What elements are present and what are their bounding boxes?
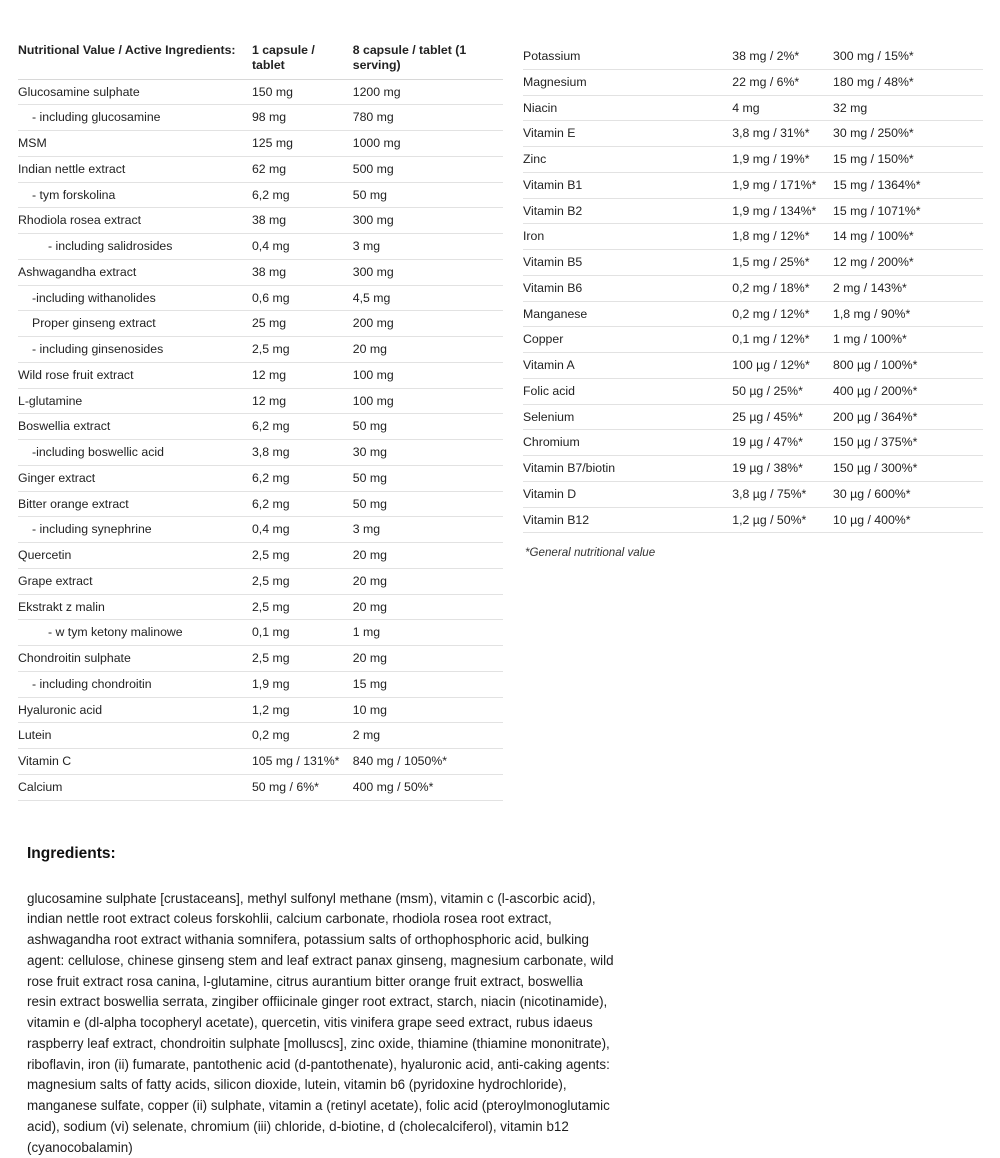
- row-per-capsule: 0,2 mg / 12%*: [732, 301, 833, 327]
- table-row: [18, 259, 503, 285]
- row-name: Vitamin B12: [523, 507, 732, 533]
- row-per-capsule: 38 mg: [252, 259, 353, 285]
- row-per-serving: 100 mg: [353, 388, 503, 414]
- table-row: [523, 95, 983, 121]
- active-ingredients-table: [18, 38, 503, 801]
- table-row: [18, 105, 503, 131]
- row-per-capsule: 6,2 mg: [252, 414, 353, 440]
- row-per-capsule: 3,8 mg: [252, 440, 353, 466]
- row-per-serving: 300 mg: [353, 208, 503, 234]
- row-per-serving: 840 mg / 1050%*: [353, 749, 503, 775]
- row-per-capsule: 0,6 mg: [252, 285, 353, 311]
- table-row: [523, 301, 983, 327]
- row-per-capsule: 1,9 mg: [252, 671, 353, 697]
- row-name: - including chondroitin: [18, 671, 252, 697]
- row-per-capsule: 1,9 mg / 19%*: [732, 147, 833, 173]
- table-row: [18, 491, 503, 517]
- row-per-capsule: 3,8 µg / 75%*: [732, 481, 833, 507]
- table-row: [18, 234, 503, 260]
- row-per-serving: 14 mg / 100%*: [833, 224, 983, 250]
- row-name: Lutein: [18, 723, 252, 749]
- row-name: Vitamin A: [523, 353, 732, 379]
- row-per-serving: 300 mg / 15%*: [833, 44, 983, 69]
- row-name: Wild rose fruit extract: [18, 362, 252, 388]
- row-name: L-glutamine: [18, 388, 252, 414]
- row-per-capsule: 2,5 mg: [252, 337, 353, 363]
- row-per-capsule: 19 µg / 47%*: [732, 430, 833, 456]
- table-row: [18, 79, 503, 105]
- row-per-serving: 3 mg: [353, 517, 503, 543]
- row-per-capsule: 1,5 mg / 25%*: [732, 250, 833, 276]
- table-row: [18, 388, 503, 414]
- table-row: [18, 156, 503, 182]
- row-per-serving: 15 mg / 1364%*: [833, 172, 983, 198]
- row-name: Folic acid: [523, 378, 732, 404]
- row-name: Vitamin B2: [523, 198, 732, 224]
- row-per-serving: 20 mg: [353, 337, 503, 363]
- footnote: *General nutritional value: [523, 546, 983, 559]
- row-per-serving: 3 mg: [353, 234, 503, 260]
- row-name: Vitamin C: [18, 749, 252, 775]
- row-per-serving: 400 mg / 50%*: [353, 774, 503, 800]
- row-per-capsule: 0,4 mg: [252, 517, 353, 543]
- row-per-capsule: 1,9 mg / 134%*: [732, 198, 833, 224]
- table-row: [523, 404, 983, 430]
- row-name: - including glucosamine: [18, 105, 252, 131]
- row-per-serving: 30 mg / 250%*: [833, 121, 983, 147]
- row-name: Magnesium: [523, 69, 732, 95]
- table-row: [18, 131, 503, 157]
- row-per-serving: 15 mg / 150%*: [833, 147, 983, 173]
- row-per-serving: 180 mg / 48%*: [833, 69, 983, 95]
- row-per-serving: 1 mg / 100%*: [833, 327, 983, 353]
- row-per-capsule: 0,4 mg: [252, 234, 353, 260]
- row-per-serving: 100 mg: [353, 362, 503, 388]
- row-per-serving: 50 mg: [353, 182, 503, 208]
- row-name: Vitamin B5: [523, 250, 732, 276]
- row-per-serving: 20 mg: [353, 568, 503, 594]
- row-per-serving: 780 mg: [353, 105, 503, 131]
- row-per-capsule: 125 mg: [252, 131, 353, 157]
- row-per-serving: 200 mg: [353, 311, 503, 337]
- table-row: [523, 481, 983, 507]
- row-per-capsule: 22 mg / 6%*: [732, 69, 833, 95]
- table-body: [18, 79, 503, 800]
- row-per-capsule: 150 mg: [252, 79, 353, 105]
- row-name: Ginger extract: [18, 465, 252, 491]
- row-per-capsule: 62 mg: [252, 156, 353, 182]
- row-name: Rhodiola rosea extract: [18, 208, 252, 234]
- table-row: [523, 430, 983, 456]
- row-name: Vitamin B1: [523, 172, 732, 198]
- table-row: [523, 224, 983, 250]
- row-per-serving: 150 µg / 375%*: [833, 430, 983, 456]
- row-per-serving: 20 mg: [353, 594, 503, 620]
- row-name: Chromium: [523, 430, 732, 456]
- row-per-capsule: 1,2 µg / 50%*: [732, 507, 833, 533]
- row-per-capsule: 2,5 mg: [252, 568, 353, 594]
- row-per-capsule: 6,2 mg: [252, 182, 353, 208]
- table-row: [18, 182, 503, 208]
- row-per-serving: 800 µg / 100%*: [833, 353, 983, 379]
- row-per-serving: 50 mg: [353, 491, 503, 517]
- row-per-capsule: 12 mg: [252, 388, 353, 414]
- row-per-serving: 12 mg / 200%*: [833, 250, 983, 276]
- row-name: Hyaluronic acid: [18, 697, 252, 723]
- row-per-serving: 50 mg: [353, 465, 503, 491]
- column-header-name: Nutritional Value / Active Ingredients:: [18, 38, 252, 79]
- row-per-serving: 10 µg / 400%*: [833, 507, 983, 533]
- row-per-serving: 400 µg / 200%*: [833, 378, 983, 404]
- row-per-serving: 1200 mg: [353, 79, 503, 105]
- row-per-capsule: 25 µg / 45%*: [732, 404, 833, 430]
- table-row: [18, 285, 503, 311]
- row-per-serving: 15 mg / 1071%*: [833, 198, 983, 224]
- row-per-serving: 20 mg: [353, 543, 503, 569]
- table-row: [18, 465, 503, 491]
- row-per-capsule: 38 mg / 2%*: [732, 44, 833, 69]
- row-per-serving: 30 µg / 600%*: [833, 481, 983, 507]
- row-per-capsule: 1,2 mg: [252, 697, 353, 723]
- table-row: [18, 620, 503, 646]
- row-per-serving: 500 mg: [353, 156, 503, 182]
- nutrition-tables: [18, 38, 972, 801]
- row-name: Copper: [523, 327, 732, 353]
- table-row: [18, 414, 503, 440]
- row-name: Ekstrakt z malin: [18, 594, 252, 620]
- table-row: [18, 517, 503, 543]
- row-per-capsule: 2,5 mg: [252, 594, 353, 620]
- row-per-serving: 1000 mg: [353, 131, 503, 157]
- table-row: [18, 697, 503, 723]
- row-name: Chondroitin sulphate: [18, 646, 252, 672]
- row-name: Potassium: [523, 44, 732, 69]
- row-name: - w tym ketony malinowe: [18, 620, 252, 646]
- table-row: [18, 440, 503, 466]
- table-row: [18, 671, 503, 697]
- table-row: [18, 362, 503, 388]
- row-per-capsule: 98 mg: [252, 105, 353, 131]
- row-per-serving: 200 µg / 364%*: [833, 404, 983, 430]
- row-name: Vitamin B7/biotin: [523, 456, 732, 482]
- row-per-serving: 150 µg / 300%*: [833, 456, 983, 482]
- row-per-capsule: 3,8 mg / 31%*: [732, 121, 833, 147]
- ingredients-heading: Ingredients:: [27, 845, 972, 863]
- row-per-serving: 50 mg: [353, 414, 503, 440]
- row-per-serving: 15 mg: [353, 671, 503, 697]
- row-name: - tym forskolina: [18, 182, 252, 208]
- table-row: [523, 147, 983, 173]
- row-per-capsule: 4 mg: [732, 95, 833, 121]
- row-per-serving: 1,8 mg / 90%*: [833, 301, 983, 327]
- row-name: Calcium: [18, 774, 252, 800]
- row-per-capsule: 6,2 mg: [252, 491, 353, 517]
- row-name: - including synephrine: [18, 517, 252, 543]
- row-per-capsule: 105 mg / 131%*: [252, 749, 353, 775]
- row-per-capsule: 0,2 mg / 18%*: [732, 275, 833, 301]
- row-name: MSM: [18, 131, 252, 157]
- column-header-per-serving: 8 capsule / tablet (1 serving): [353, 38, 503, 79]
- row-name: Glucosamine sulphate: [18, 79, 252, 105]
- row-per-serving: 30 mg: [353, 440, 503, 466]
- row-per-serving: 300 mg: [353, 259, 503, 285]
- row-per-serving: 2 mg / 143%*: [833, 275, 983, 301]
- table-row: [523, 198, 983, 224]
- row-per-capsule: 12 mg: [252, 362, 353, 388]
- table-row: [523, 69, 983, 95]
- ingredients-text: glucosamine sulphate [crustaceans], methyl sulfonyl methane (msm), vitamin c (l-ascorbic acid), indian nettle root extract coleus forskohlii, calcium carbonate, rhodiola rosea root extract, ashwagandha root extract withania somnifera, potassium salts of orthophosphoric acid, bulking agent: cellulose, chinese ginseng stem and leaf extract panax ginseng, magnesium carbonate, wild rose fruit extract rosa canina, l-glutamine, citrus aurantium bitter orange fruit extract, boswellia resin extract boswellia serrata, zingiber offiicinale ginger root extract, starch, niacin (nicotinamide), vitamin e (dl-alpha tocopheryl acetate), quercetin, vitis vinifera grape seed extract, rubus idaeus raspberry leaf extract, chondroitin sulphate [molluscs], zinc oxide, thiamine (thiamine mononitrate), riboflavin, iron (ii) fumarate, pantothenic acid (d-pantothenate), hyaluronic acid, anti-caking agents: magnesium salts of fatty acids, silicon dioxide, lutein, vitamin b6 (pyridoxine hydrochloride), manganese sulfate, copper (ii) sulphate, vitamin a (retinyl acetate), folic acid (pteroylmonoglutamic acid), sodium (vi) selenate, chromium (iii) chloride, d-biotine, d (cholecalciferol), vitamin b12 (cyanocobalamin): [27, 889, 615, 1158]
- table-row: [18, 337, 503, 363]
- row-name: Iron: [523, 224, 732, 250]
- vitamins-minerals-table: [523, 44, 983, 533]
- row-name: Quercetin: [18, 543, 252, 569]
- row-per-serving: 32 mg: [833, 95, 983, 121]
- row-per-capsule: 25 mg: [252, 311, 353, 337]
- row-name: Vitamin E: [523, 121, 732, 147]
- row-per-capsule: 38 mg: [252, 208, 353, 234]
- row-name: - including ginsenosides: [18, 337, 252, 363]
- row-per-capsule: 0,1 mg: [252, 620, 353, 646]
- row-per-capsule: 1,9 mg / 171%*: [732, 172, 833, 198]
- row-per-capsule: 50 mg / 6%*: [252, 774, 353, 800]
- column-header-per-capsule: 1 capsule / tablet: [252, 38, 353, 79]
- row-name: Selenium: [523, 404, 732, 430]
- row-name: -including withanolides: [18, 285, 252, 311]
- row-name: Vitamin D: [523, 481, 732, 507]
- table-row: [18, 594, 503, 620]
- table-row: [523, 353, 983, 379]
- row-per-capsule: 0,1 mg / 12%*: [732, 327, 833, 353]
- table-row: [523, 250, 983, 276]
- row-name: Grape extract: [18, 568, 252, 594]
- row-name: Niacin: [523, 95, 732, 121]
- row-name: Vitamin B6: [523, 275, 732, 301]
- row-per-serving: 1 mg: [353, 620, 503, 646]
- row-name: Ashwagandha extract: [18, 259, 252, 285]
- table-row: [523, 275, 983, 301]
- nutrition-table-left-column: [18, 38, 503, 801]
- row-per-capsule: 1,8 mg / 12%*: [732, 224, 833, 250]
- table-row: [523, 327, 983, 353]
- row-name: Manganese: [523, 301, 732, 327]
- row-per-capsule: 50 µg / 25%*: [732, 378, 833, 404]
- table-row: [523, 456, 983, 482]
- row-per-capsule: 6,2 mg: [252, 465, 353, 491]
- row-name: - including salidrosides: [18, 234, 252, 260]
- row-per-capsule: 2,5 mg: [252, 543, 353, 569]
- row-per-capsule: 0,2 mg: [252, 723, 353, 749]
- nutrition-table-right-column: [523, 38, 983, 559]
- row-name: Boswellia extract: [18, 414, 252, 440]
- table-row: [523, 507, 983, 533]
- table-row: [18, 749, 503, 775]
- table-row: [18, 311, 503, 337]
- table-row: [523, 121, 983, 147]
- row-name: Proper ginseng extract: [18, 311, 252, 337]
- table-row: [523, 44, 983, 69]
- row-per-capsule: 100 µg / 12%*: [732, 353, 833, 379]
- row-per-capsule: 19 µg / 38%*: [732, 456, 833, 482]
- row-per-serving: 20 mg: [353, 646, 503, 672]
- table-row: [18, 543, 503, 569]
- table-row: [18, 208, 503, 234]
- row-per-serving: 2 mg: [353, 723, 503, 749]
- row-name: Indian nettle extract: [18, 156, 252, 182]
- row-per-serving: 4,5 mg: [353, 285, 503, 311]
- row-name: Bitter orange extract: [18, 491, 252, 517]
- row-name: Zinc: [523, 147, 732, 173]
- table-row: [523, 172, 983, 198]
- table-row: [18, 774, 503, 800]
- table-header: [18, 38, 503, 79]
- table-row: [18, 646, 503, 672]
- row-per-serving: 10 mg: [353, 697, 503, 723]
- table-row: [18, 723, 503, 749]
- table-header-row: [18, 38, 503, 79]
- row-name: -including boswellic acid: [18, 440, 252, 466]
- table-body: [523, 44, 983, 533]
- row-per-capsule: 2,5 mg: [252, 646, 353, 672]
- table-row: [523, 378, 983, 404]
- table-row: [18, 568, 503, 594]
